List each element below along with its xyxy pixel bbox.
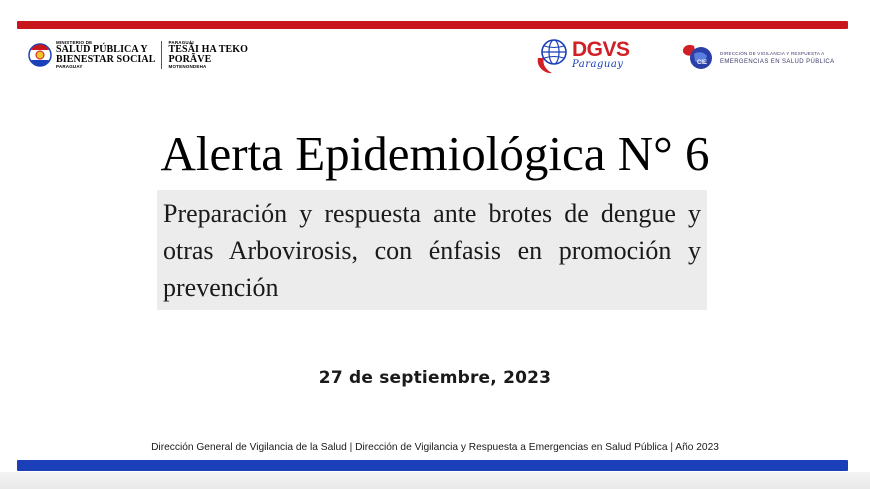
dgvs-logo bbox=[528, 34, 638, 78]
globe-icon bbox=[532, 36, 572, 76]
dgvs-script: Paraguay bbox=[572, 59, 624, 70]
ministry-name-line2: BIENESTAR SOCIAL bbox=[56, 54, 156, 65]
cie-line1: DIRECCIÓN DE VIGILANCIA Y RESPUESTA A bbox=[720, 51, 825, 56]
paraguay-seal-icon bbox=[28, 43, 52, 67]
ministry-caption: MINISTERIO DE bbox=[56, 39, 93, 45]
tesai-caption: PARAGUÁI bbox=[168, 39, 194, 45]
bottom-blue-bar bbox=[17, 460, 848, 471]
ministry-country: PARAGUAY bbox=[56, 64, 83, 69]
tesai-name-line2: PORÃVE bbox=[168, 54, 212, 65]
ministry-logo bbox=[28, 38, 248, 72]
logo-divider bbox=[161, 41, 162, 69]
footer-credits: Dirección General de Vigilancia de la Salud | Dirección de Vigilancia y Respuesta a Emergencias en Salud Pública | Año 2023 bbox=[151, 442, 719, 453]
tesai-name-line1: TESÃI HA TEKO bbox=[168, 44, 248, 55]
cie-mark-text: CIE bbox=[697, 60, 708, 66]
tesai-sub: MOTENONDEHA bbox=[168, 64, 207, 69]
cie-line2: EMERGENCIAS EN SALUD PÚBLICA bbox=[720, 58, 835, 65]
document-date: 27 de septiembre, 2023 bbox=[318, 368, 552, 388]
dgvs-wordmark: DGVS bbox=[572, 38, 630, 61]
document-subtitle: Preparación y respuesta ante brotes de dengue y otras Arbovirosis, con énfasis en promoción y prevención bbox=[163, 199, 701, 302]
bottom-shade bbox=[0, 472, 870, 489]
top-red-bar bbox=[17, 21, 848, 29]
document-title: Alerta Epidemiológica N° 6 bbox=[160, 126, 710, 181]
cie-logo bbox=[680, 42, 840, 74]
emergency-map-icon bbox=[680, 42, 714, 72]
ministry-name-line1: SALUD PÚBLICA Y bbox=[56, 44, 148, 55]
